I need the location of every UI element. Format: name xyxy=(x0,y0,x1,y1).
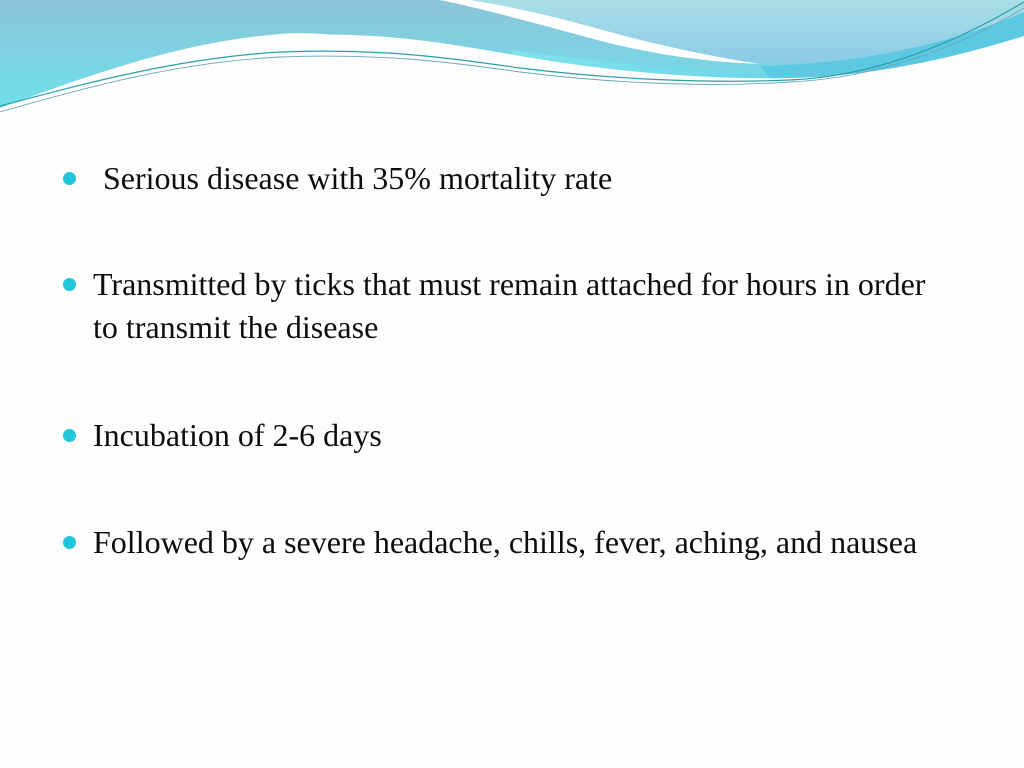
bullet-dot-icon xyxy=(63,536,76,549)
bullet-dot-icon xyxy=(63,278,76,291)
bullet-item-incubation xyxy=(62,414,953,457)
bullet-text: Serious disease with 35% mortality rate xyxy=(103,160,613,196)
header-wave-decoration xyxy=(0,0,1024,130)
bullet-item-mortality xyxy=(62,157,953,200)
bullet-text: Incubation of 2-6 days xyxy=(93,417,382,453)
bullet-dot-icon xyxy=(63,172,76,185)
bullet-item-transmission xyxy=(62,263,953,349)
bullet-item-symptoms xyxy=(62,521,953,564)
bullet-dot-icon xyxy=(63,429,76,442)
bullet-text: Followed by a severe headache, chills, fever, aching, and nausea xyxy=(93,524,918,560)
bullet-text: Transmitted by ticks that must remain attached for hours in order to transmit the disease xyxy=(93,266,926,345)
